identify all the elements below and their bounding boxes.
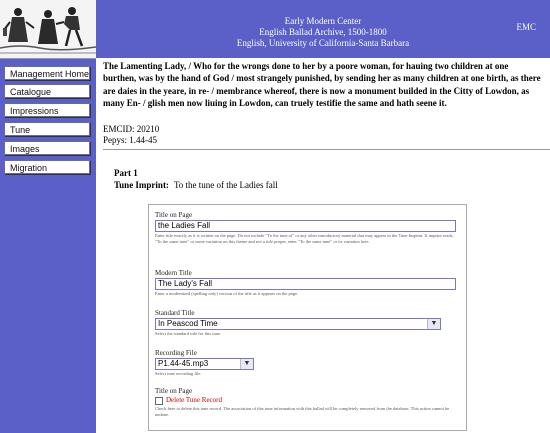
divider	[103, 149, 550, 150]
modern-title-input[interactable]: The Lady's Fall	[155, 278, 456, 290]
title-on-page-input[interactable]: the Ladies Fall	[155, 220, 456, 232]
header-line-1: Early Modern Center	[284, 16, 362, 26]
header-line-3: English, University of California-Santa Barbara	[236, 38, 410, 48]
ballad-info	[103, 60, 543, 110]
header-emc: EMC	[516, 22, 536, 32]
nav-images[interactable]: Images	[4, 141, 90, 155]
nav-tune[interactable]: Tune	[4, 122, 90, 136]
tune-imprint-value: To the tune of the Ladies fall	[173, 180, 278, 190]
tune-form	[148, 204, 467, 431]
ballad-meta	[103, 124, 159, 146]
modern-title-label: Modern Title	[155, 269, 192, 277]
delete-field	[155, 387, 457, 418]
emcid: EMCID: 20210	[103, 124, 160, 134]
delete-section-label: Title on Page	[155, 387, 193, 395]
delete-row	[155, 396, 457, 405]
woodcut-logo	[0, 0, 96, 59]
title-on-page-field	[155, 211, 457, 245]
standard-title-value: In Peascod Time	[158, 319, 218, 328]
delete-help: Check here to delete this tune record. The association of this tune information with this ballad will be completely removed from the database. This action cannot be undone.	[155, 406, 450, 417]
ballad-title: The Lamenting Lady, / Who for the wrongs done to her by a poore woman, for hauing two children at one burthen, was by the hand of God / most strangely punished, by sending her as many children at one birth, as there are daies in the yeare, in re- / membrance whereof, there is now a monument builded in the Citty of Lowdon, as many En- / glish men now liuing in Lowdon, can truely testifie the same and hath seene it.	[103, 61, 541, 109]
standard-title-select[interactable]	[155, 318, 441, 330]
recording-file-label: Recording File	[155, 349, 197, 357]
standard-title-help: Select the standard title for this tune.	[155, 331, 222, 336]
chevron-down-icon[interactable]: ▼	[427, 319, 440, 329]
delete-checkbox-label: Delete Tune Record	[166, 396, 222, 404]
standard-title-label: Standard Title	[155, 309, 195, 317]
recording-file-value: P1.44-45.mp3	[158, 359, 209, 368]
tune-imprint	[114, 180, 278, 190]
recording-file-field	[155, 349, 457, 377]
nav-impressions[interactable]: Impressions	[4, 103, 90, 117]
sidebar	[0, 0, 96, 433]
modern-title-help: Enter a modernized (spelling only) version of the title as it appears on the page.	[155, 291, 299, 296]
site-header	[96, 0, 550, 58]
chevron-down-icon[interactable]: ▼	[240, 359, 253, 369]
title-on-page-help: Enter title exactly as it is written on the page. Do not include "To the tune of" or any other introductory material that may appear in the Tune Imprint. If imprint reads, "To the same tune" or some variation on this theme and not a title proper, enter "To the same tune" or its variation here.	[155, 233, 454, 244]
standard-title-field	[155, 309, 457, 337]
nav-catalogue[interactable]: Catalogue	[4, 84, 90, 98]
delete-checkbox[interactable]	[155, 397, 163, 405]
recording-file-select[interactable]	[155, 358, 254, 370]
nav-management-home[interactable]: Management Home	[4, 66, 90, 80]
modern-title-field	[155, 269, 457, 297]
part-label: Part 1	[114, 168, 138, 178]
tune-imprint-label: Tune Imprint:	[114, 180, 169, 190]
recording-file-help: Select tune recording file.	[155, 371, 202, 376]
nav-migration[interactable]: Migration	[4, 160, 90, 174]
pepys-id: Pepys: 1.44-45	[103, 135, 157, 145]
title-on-page-label: Title on Page	[155, 211, 193, 219]
header-line-2: English Ballad Archive, 1500-1800	[259, 27, 387, 37]
